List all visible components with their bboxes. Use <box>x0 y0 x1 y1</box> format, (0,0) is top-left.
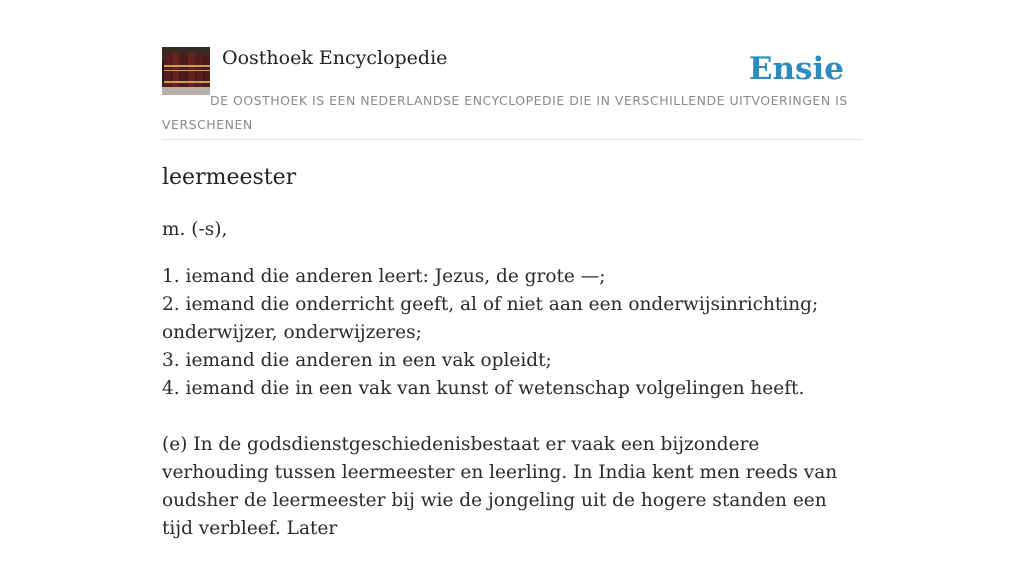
encyclopedia-books-icon <box>162 47 210 95</box>
definition-item: 1. iemand die anderen leert: Jezus, de grote —; <box>162 266 606 287</box>
definition-list <box>162 263 852 403</box>
site-avatar[interactable] <box>162 47 210 95</box>
definition-item: 4. iemand die in een vak van kunst of wetenschap volgelingen heeft. <box>162 378 805 399</box>
definition-item: 3. iemand die anderen in een vak opleidt; <box>162 350 552 371</box>
site-name[interactable]: Oosthoek Encyclopedie <box>222 47 448 69</box>
article-body <box>162 216 852 562</box>
ensie-logo[interactable]: Ensie <box>748 51 844 87</box>
definition-item: 2. iemand die onderricht geeft, al of niet aan een onderwijsinrichting; onderwijzer, onderwijzeres; <box>162 294 819 343</box>
article-paragraph: (e) In de godsdienstgeschiedenisbestaat er vaak een bijzondere verhouding tussen leermeester en leerling. In India kent men reeds van oudsher de leermeester bij wie de jongeling uit de hogere standen een tijd verbleef. Later <box>162 434 838 539</box>
grammar-note: m. (-s), <box>162 219 228 240</box>
header-divider <box>162 139 862 140</box>
site-tagline: DE OOSTHOEK IS EEN NEDERLANDSE ENCYCLOPEDIE DIE IN VERSCHILLENDE UITVOERINGEN IS VERSCHENEN <box>162 93 848 132</box>
page-title: leermeester <box>162 165 297 190</box>
paragraph-gap <box>162 403 852 431</box>
